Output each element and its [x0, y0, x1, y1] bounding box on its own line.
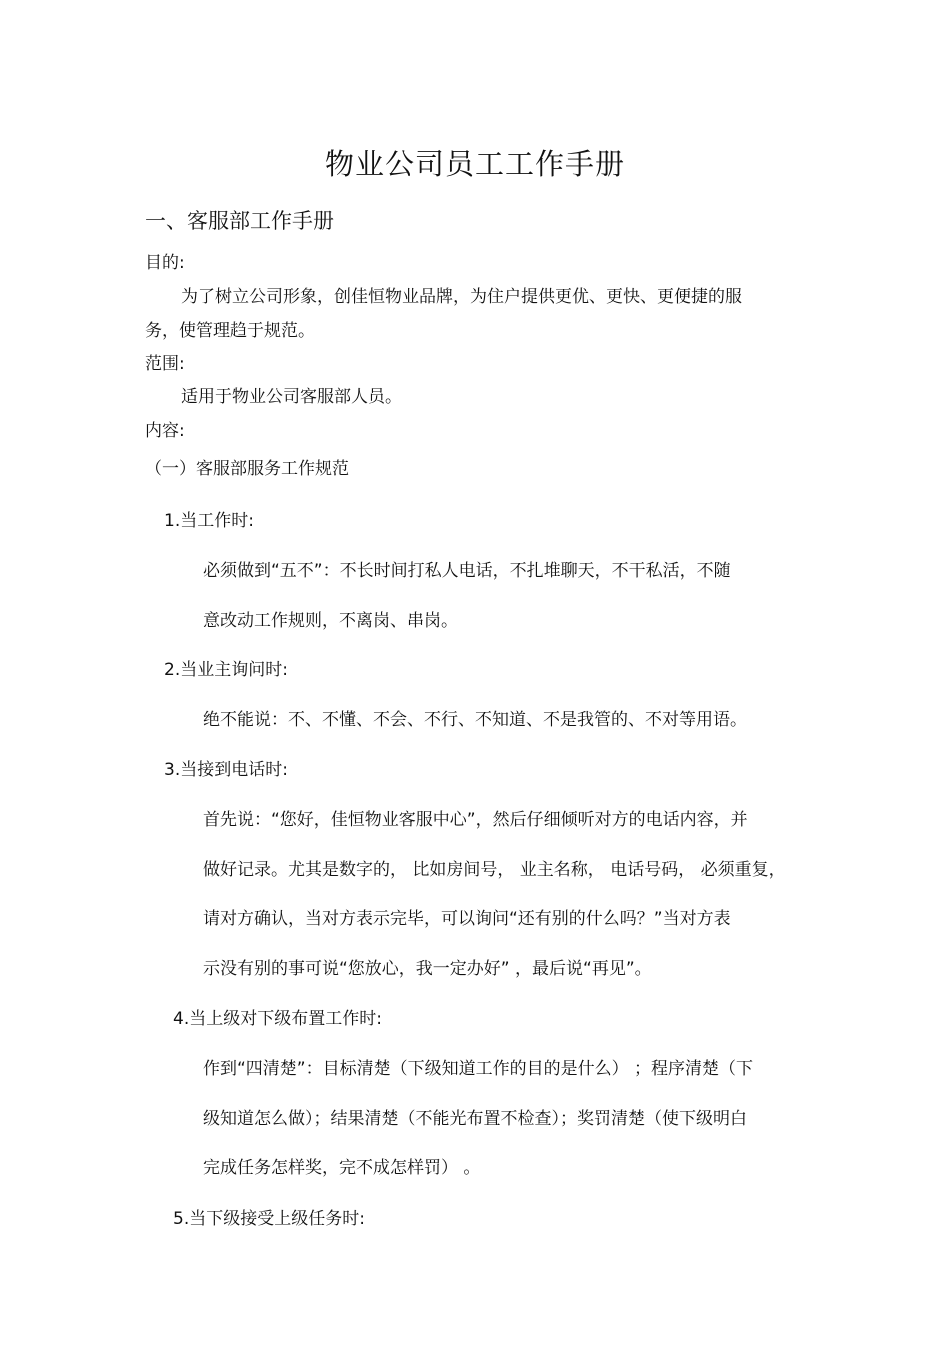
item-4-line-3: 完成任务怎样奖，完不成怎样罚） 。 [203, 1158, 481, 1178]
item-2-line-1: 绝不能说：不、不懂、不会、不行、不知道、不是我管的、不对等用语。 [203, 710, 747, 730]
item-1-line-1: 必须做到“五不”：不长时间打私人电话，不扎堆聊天，不干私活，不随 [203, 561, 731, 581]
item-heading-1: 1.当工作时: [164, 511, 254, 531]
scope-label: 范围: [145, 354, 185, 374]
purpose-label: 目的: [145, 253, 185, 273]
document-title: 物业公司员工工作手册 [324, 147, 625, 181]
item-4-line-1: 作到“四清楚”：目标清楚（下级知道工作的目的是什么） ；程序清楚（下 [203, 1059, 754, 1079]
item-heading-5: 5.当下级接受上级任务时: [173, 1209, 365, 1229]
item-3-line-2: 做好记录。尤其是数字的， 比如房间号， 业主名称， 电话号码， 必须重复， [203, 860, 786, 880]
item-3-line-4: 示没有别的事可说“您放心，我一定办好” ，最后说“再见”。 [203, 959, 652, 979]
item-heading-3: 3.当接到电话时: [164, 760, 288, 780]
item-4-line-2: 级知道怎么做）；结果清楚（不能光布置不检查）；奖罚清楚（使下级明白 [203, 1109, 747, 1129]
purpose-text-line-1: 为了树立公司形象，创佳恒物业品牌，为住户提供更优、更快、更便捷的服 [181, 287, 742, 307]
subsection-heading-service-norms: （一）客服部服务工作规范 [145, 459, 349, 479]
item-3-line-1: 首先说：“您好，佳恒物业客服中心”，然后仔细倾听对方的电话内容，并 [203, 810, 748, 830]
item-1-line-2: 意改动工作规则，不离岗、串岗。 [203, 611, 458, 631]
section-heading-customer-service: 一、客服部工作手册 [145, 209, 334, 233]
scope-text: 适用于物业公司客服部人员。 [181, 387, 402, 407]
purpose-text-line-2: 务，使管理趋于规范。 [145, 321, 315, 341]
item-3-line-3: 请对方确认，当对方表示完毕，可以询问“还有别的什么吗？”当对方表 [203, 909, 731, 929]
item-heading-4: 4.当上级对下级布置工作时: [173, 1009, 382, 1029]
content-label: 内容: [145, 421, 185, 441]
item-heading-2: 2.当业主询问时: [164, 660, 288, 680]
